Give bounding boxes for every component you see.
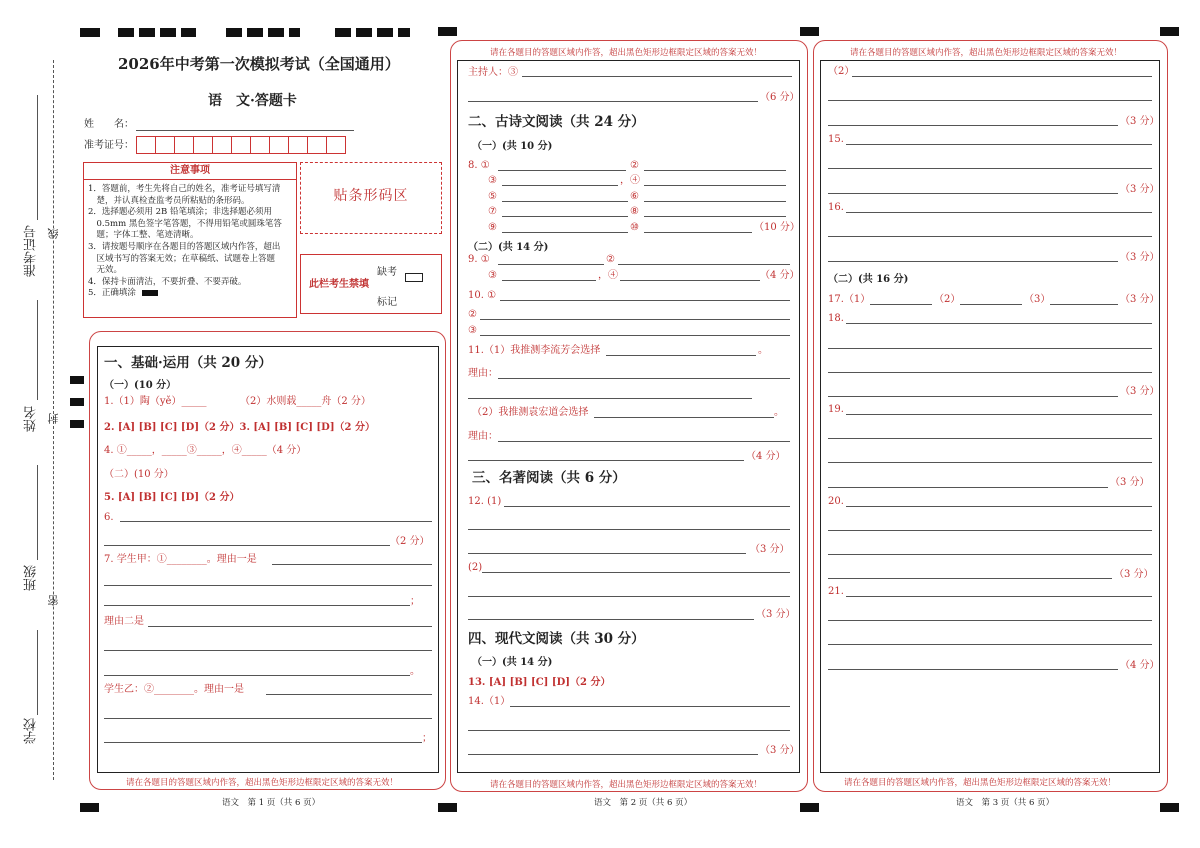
section-4-title: 四、现代文阅读（共 30 分）	[468, 631, 645, 647]
id-cell[interactable]	[326, 136, 346, 154]
reason-2-label: 理由二是	[104, 616, 144, 627]
answer-line[interactable]	[828, 261, 1118, 262]
q8-9: ⑨	[488, 222, 497, 233]
registration-mark	[800, 27, 819, 36]
q13-choices[interactable]: 13. [A] [B] [C] [D]（2 分）	[468, 677, 611, 688]
side-line	[37, 300, 38, 400]
reason-label: 理由：	[468, 431, 498, 442]
score-label: （4 分）	[1120, 660, 1160, 671]
notice-line: 无效。	[88, 265, 123, 276]
notice-line: 1．答题前，考生先将自己的姓名，准考证号填写清	[88, 184, 281, 194]
id-cell[interactable]	[212, 136, 232, 154]
answer-line[interactable]	[870, 304, 932, 305]
answer-line[interactable]	[828, 168, 1152, 169]
q20-label: 20.	[828, 496, 844, 507]
score-label: （3 分）	[1110, 477, 1150, 488]
answer-line[interactable]	[104, 545, 390, 546]
answer-line[interactable]	[504, 506, 790, 507]
id-cell[interactable]	[193, 136, 213, 154]
name-label: 姓 名：	[84, 119, 134, 130]
registration-mark	[1160, 27, 1179, 36]
notice-line: 2．选择题必须用 2B 铅笔填涂；非选择题必须用	[88, 207, 272, 218]
registration-mark	[335, 28, 410, 37]
answer-line[interactable]	[828, 554, 1152, 555]
registration-mark	[80, 803, 99, 812]
answer-line[interactable]	[104, 718, 432, 719]
side-label-id: 准考证号	[24, 225, 39, 277]
answer-line[interactable]	[620, 280, 760, 281]
notice-line-text: 5．正确填涂	[88, 288, 136, 299]
section-1-title: 一、基础·运用（共 20 分）	[104, 355, 272, 371]
answer-area-3	[820, 60, 1160, 773]
notice-box	[83, 162, 297, 318]
side-label-mi: 密	[47, 595, 60, 606]
q9-3: ③	[488, 270, 497, 281]
q10-1: 10. ①	[468, 290, 497, 301]
answer-line[interactable]	[828, 487, 1108, 488]
answer-line[interactable]	[104, 585, 432, 586]
notice-line: 楚，并认真检查监考员所粘贴的条形码。	[88, 195, 250, 206]
q9-4: ，④	[598, 270, 618, 281]
registration-mark	[800, 803, 819, 812]
answer-line[interactable]	[606, 355, 756, 356]
answer-line[interactable]	[846, 414, 1152, 415]
q9-2: ②	[606, 254, 615, 265]
barcode-area	[300, 162, 442, 234]
q7b-label: 学生乙：②________。理由一是	[104, 684, 244, 695]
answer-line[interactable]	[468, 619, 754, 620]
q7-label: 7. 学生甲：①________。理由一是	[104, 554, 257, 565]
answer-line[interactable]	[500, 300, 790, 301]
id-label: 准考证号：	[84, 140, 134, 151]
answer-line[interactable]	[828, 620, 1152, 621]
answer-line[interactable]	[522, 76, 792, 77]
q11-2: （2）我推测袁宏道会选择	[472, 407, 589, 418]
answer-line[interactable]	[644, 216, 786, 217]
q2-q3-choices[interactable]: 2. [A] [B] [C] [D]（2 分）3. [A] [B] [C] [D]（2 分）	[104, 422, 375, 433]
answer-line[interactable]	[828, 100, 1152, 101]
panel-notice: 请在各题目的答题区域内作答，超出黑色矩形边框限定区域的答案无效！	[844, 778, 1117, 788]
registration-mark	[438, 803, 457, 812]
answer-line[interactable]	[272, 564, 432, 565]
answer-line[interactable]	[468, 398, 752, 399]
answer-line[interactable]	[852, 76, 1152, 77]
q16-label: 16.	[828, 202, 844, 213]
registration-mark	[438, 27, 457, 36]
answer-line[interactable]	[846, 596, 1152, 597]
q17-3: （3）	[1024, 294, 1051, 305]
answer-line[interactable]	[468, 529, 790, 530]
answer-line[interactable]	[104, 650, 432, 651]
score-label: （4 分）	[746, 451, 786, 462]
answer-line[interactable]	[594, 417, 774, 418]
punct: ；	[422, 733, 432, 744]
q10-3: ③	[468, 325, 477, 336]
q17-2: （2）	[934, 294, 961, 305]
id-cell[interactable]	[136, 136, 156, 154]
answer-line[interactable]	[480, 319, 790, 320]
notice-title: 注意事项	[84, 163, 296, 180]
answer-line[interactable]	[468, 460, 744, 461]
absent-checkbox[interactable]	[405, 273, 423, 282]
answer-line[interactable]	[498, 378, 790, 379]
punct: 。	[758, 345, 768, 356]
barcode-label: 贴条形码区	[333, 188, 409, 204]
q4: 4. ①_____，_____③_____，④_____（4 分）	[104, 445, 307, 456]
side-line	[37, 95, 38, 220]
q1b: （2）水则载_____舟（2 分）	[240, 396, 371, 407]
q-2: （2）	[828, 66, 855, 77]
score-label: （3 分）	[1120, 294, 1160, 305]
q19-label: 19.	[828, 404, 844, 415]
answer-line[interactable]	[498, 170, 626, 171]
score-label: （3 分）	[1120, 184, 1160, 195]
registration-mark	[118, 28, 196, 37]
score-label: （4 分）	[760, 270, 800, 281]
q8-1: 8. ①	[468, 160, 490, 171]
score-label: （3 分）	[756, 609, 796, 620]
answer-line[interactable]	[482, 572, 790, 573]
answer-line[interactable]	[502, 216, 628, 217]
answer-line[interactable]	[828, 193, 1118, 194]
panel-notice: 请在各题目的答题区域内作答，超出黑色矩形边框限定区域的答案无效！	[126, 778, 399, 788]
q8-7: ⑦	[488, 206, 497, 217]
id-cell[interactable]	[174, 136, 194, 154]
page-footer: 语文 第 1 页（共 6 页）	[222, 798, 321, 808]
score-label: （3 分）	[750, 544, 790, 555]
registration-mark	[70, 398, 84, 406]
subsection-title: （一）(10 分）	[104, 380, 177, 391]
subsection-title: （二）(共 16 分)	[828, 274, 909, 285]
answer-line[interactable]	[846, 506, 1152, 507]
answer-line[interactable]	[468, 101, 758, 102]
q8-5: ⑤	[488, 191, 497, 202]
notice-line	[88, 288, 292, 300]
answer-line[interactable]	[846, 323, 1152, 324]
exam-title: 2026年中考第一次模拟考试（全国通用）	[118, 55, 400, 73]
q21-label: 21.	[828, 586, 844, 597]
punct: ；	[410, 596, 420, 607]
side-label-class: 班级	[24, 565, 39, 591]
registration-mark	[1160, 803, 1179, 812]
answer-line[interactable]	[502, 185, 618, 186]
name-field[interactable]	[136, 130, 354, 131]
answer-line[interactable]	[828, 348, 1152, 349]
panel-notice: 请在各题目的答题区域内作答，超出黑色矩形边框限定区域的答案无效！	[490, 780, 763, 790]
answer-line[interactable]	[846, 144, 1152, 145]
q10-2: ②	[468, 309, 477, 320]
answer-line[interactable]	[468, 754, 758, 755]
answer-line[interactable]	[468, 596, 790, 597]
answer-line[interactable]	[618, 264, 790, 265]
answer-line[interactable]	[828, 438, 1152, 439]
answer-line[interactable]	[502, 201, 628, 202]
answer-line[interactable]	[644, 232, 752, 233]
q8-4: ，④	[620, 175, 640, 186]
id-cell[interactable]	[250, 136, 270, 154]
section-3-title: 三、名著阅读（共 6 分）	[472, 470, 626, 486]
side-line	[37, 630, 38, 715]
answer-line[interactable]	[828, 578, 1112, 579]
score-label: （3 分）	[1114, 569, 1154, 580]
answer-line[interactable]	[510, 706, 790, 707]
score-label: （3 分）	[1120, 386, 1160, 397]
subject-title: 语 文·答题卡	[208, 93, 297, 109]
forbidden-box	[300, 254, 442, 314]
answer-line[interactable]	[468, 730, 790, 731]
answer-line[interactable]	[828, 530, 1152, 531]
answer-line[interactable]	[498, 441, 790, 442]
q1a: 1.（1）陶（yě）_____	[104, 396, 207, 407]
subsection-title: （二）(共 14 分)	[468, 242, 549, 253]
id-grid[interactable]	[136, 136, 345, 158]
q17-1: 17.（1）	[828, 294, 871, 305]
side-label-school: 学校	[24, 718, 39, 744]
mark-label: 标记	[377, 297, 397, 308]
registration-mark	[70, 376, 84, 384]
answer-line[interactable]	[828, 462, 1152, 463]
q5-choices[interactable]: 5. [A] [B] [C] [D]（2 分）	[104, 492, 240, 503]
answer-line[interactable]	[828, 669, 1118, 670]
q15-label: 15.	[828, 134, 844, 145]
notice-line: 3．请按题号顺序在各题目的答题区域内作答，超出	[88, 241, 281, 252]
score-label: （10 分）	[754, 222, 800, 233]
answer-line[interactable]	[498, 264, 604, 265]
reason-label: 理由：	[468, 368, 498, 379]
q8-8: ⑧	[630, 206, 639, 217]
id-cell[interactable]	[288, 136, 308, 154]
answer-line[interactable]	[148, 626, 432, 627]
registration-mark	[80, 28, 100, 37]
answer-line[interactable]	[828, 372, 1152, 373]
answer-line[interactable]	[828, 125, 1118, 126]
answer-line[interactable]	[828, 644, 1152, 645]
score-label: （2 分）	[390, 536, 430, 547]
answer-line[interactable]	[644, 170, 786, 171]
score-label: （6 分）	[760, 92, 800, 103]
answer-line[interactable]	[266, 694, 432, 695]
side-label-feng: 封	[47, 413, 60, 424]
host-label: 主持人：③	[468, 67, 518, 78]
side-label-name: 姓名	[24, 406, 39, 432]
subsection-title: （一）(共 10 分)	[472, 141, 553, 152]
answer-line[interactable]	[1050, 304, 1118, 305]
filled-sample	[142, 290, 158, 296]
side-label-xian: 线	[47, 228, 60, 239]
panel-notice: 请在各题目的答题区域内作答，超出黑色矩形边框限定区域的答案无效！	[490, 48, 763, 58]
q8-10: ⑩	[630, 222, 639, 233]
section-2-title: 二、古诗文阅读（共 24 分）	[468, 114, 645, 130]
q8-6: ⑥	[630, 191, 639, 202]
answer-line[interactable]	[502, 280, 596, 281]
q14-1: 14.（1）	[468, 696, 511, 707]
q12-2: (2)	[468, 562, 483, 573]
forbidden-label: 此栏考生禁填	[309, 279, 369, 290]
punct: 。	[410, 666, 420, 677]
q9-1: 9. ①	[468, 254, 490, 265]
answer-line[interactable]	[480, 335, 790, 336]
q6-label: 6.	[104, 512, 114, 523]
q18-label: 18.	[828, 313, 844, 324]
answer-line[interactable]	[104, 605, 410, 606]
notice-line: 0.5mm 黑色签字笔答题，不得用铅笔或圆珠笔答	[88, 218, 282, 229]
answer-line[interactable]	[644, 185, 786, 186]
answer-line[interactable]	[104, 675, 410, 676]
page-footer: 语文 第 2 页（共 6 页）	[594, 798, 693, 808]
answer-line[interactable]	[828, 236, 1152, 237]
score-label: （3 分）	[1120, 252, 1160, 263]
q8-2: ②	[630, 160, 639, 171]
score-label: （3 分）	[1120, 116, 1160, 127]
subsection-title: （一）(共 14 分)	[472, 657, 553, 668]
registration-mark	[226, 28, 300, 37]
answer-line[interactable]	[120, 521, 432, 522]
answer-line[interactable]	[644, 201, 786, 202]
registration-mark	[70, 420, 84, 428]
score-label: （3 分）	[760, 745, 800, 756]
answer-line[interactable]	[468, 553, 746, 554]
q11-1: 11.（1）我推测李流芳会选择	[468, 345, 601, 356]
absent-label: 缺考	[377, 267, 397, 278]
answer-line[interactable]	[104, 742, 422, 743]
punct: 。	[774, 407, 784, 418]
panel-notice: 请在各题目的答题区域内作答，超出黑色矩形边框限定区域的答案无效！	[850, 48, 1123, 58]
answer-line[interactable]	[960, 304, 1022, 305]
notice-line: 4．保持卡面清洁，不要折叠、不要弄破。	[88, 276, 247, 287]
q8-3: ③	[488, 175, 497, 186]
side-line	[37, 465, 38, 560]
id-cell[interactable]	[307, 136, 327, 154]
notice-line: 区域书写的答案无效；在草稿纸、试题卷上答题	[88, 253, 276, 264]
answer-line[interactable]	[502, 232, 628, 233]
notice-line: 题；字体工整、笔迹清晰。	[88, 230, 199, 241]
id-cell[interactable]	[155, 136, 175, 154]
notice-list	[84, 180, 296, 304]
answer-line[interactable]	[846, 212, 1152, 213]
id-cell[interactable]	[269, 136, 289, 154]
q12-1: 12. (1)	[468, 496, 502, 507]
answer-line[interactable]	[828, 396, 1118, 397]
page-footer: 语文 第 3 页（共 6 页）	[956, 798, 1055, 808]
subsection-title: （二）(10 分）	[104, 469, 174, 480]
id-cell[interactable]	[231, 136, 251, 154]
